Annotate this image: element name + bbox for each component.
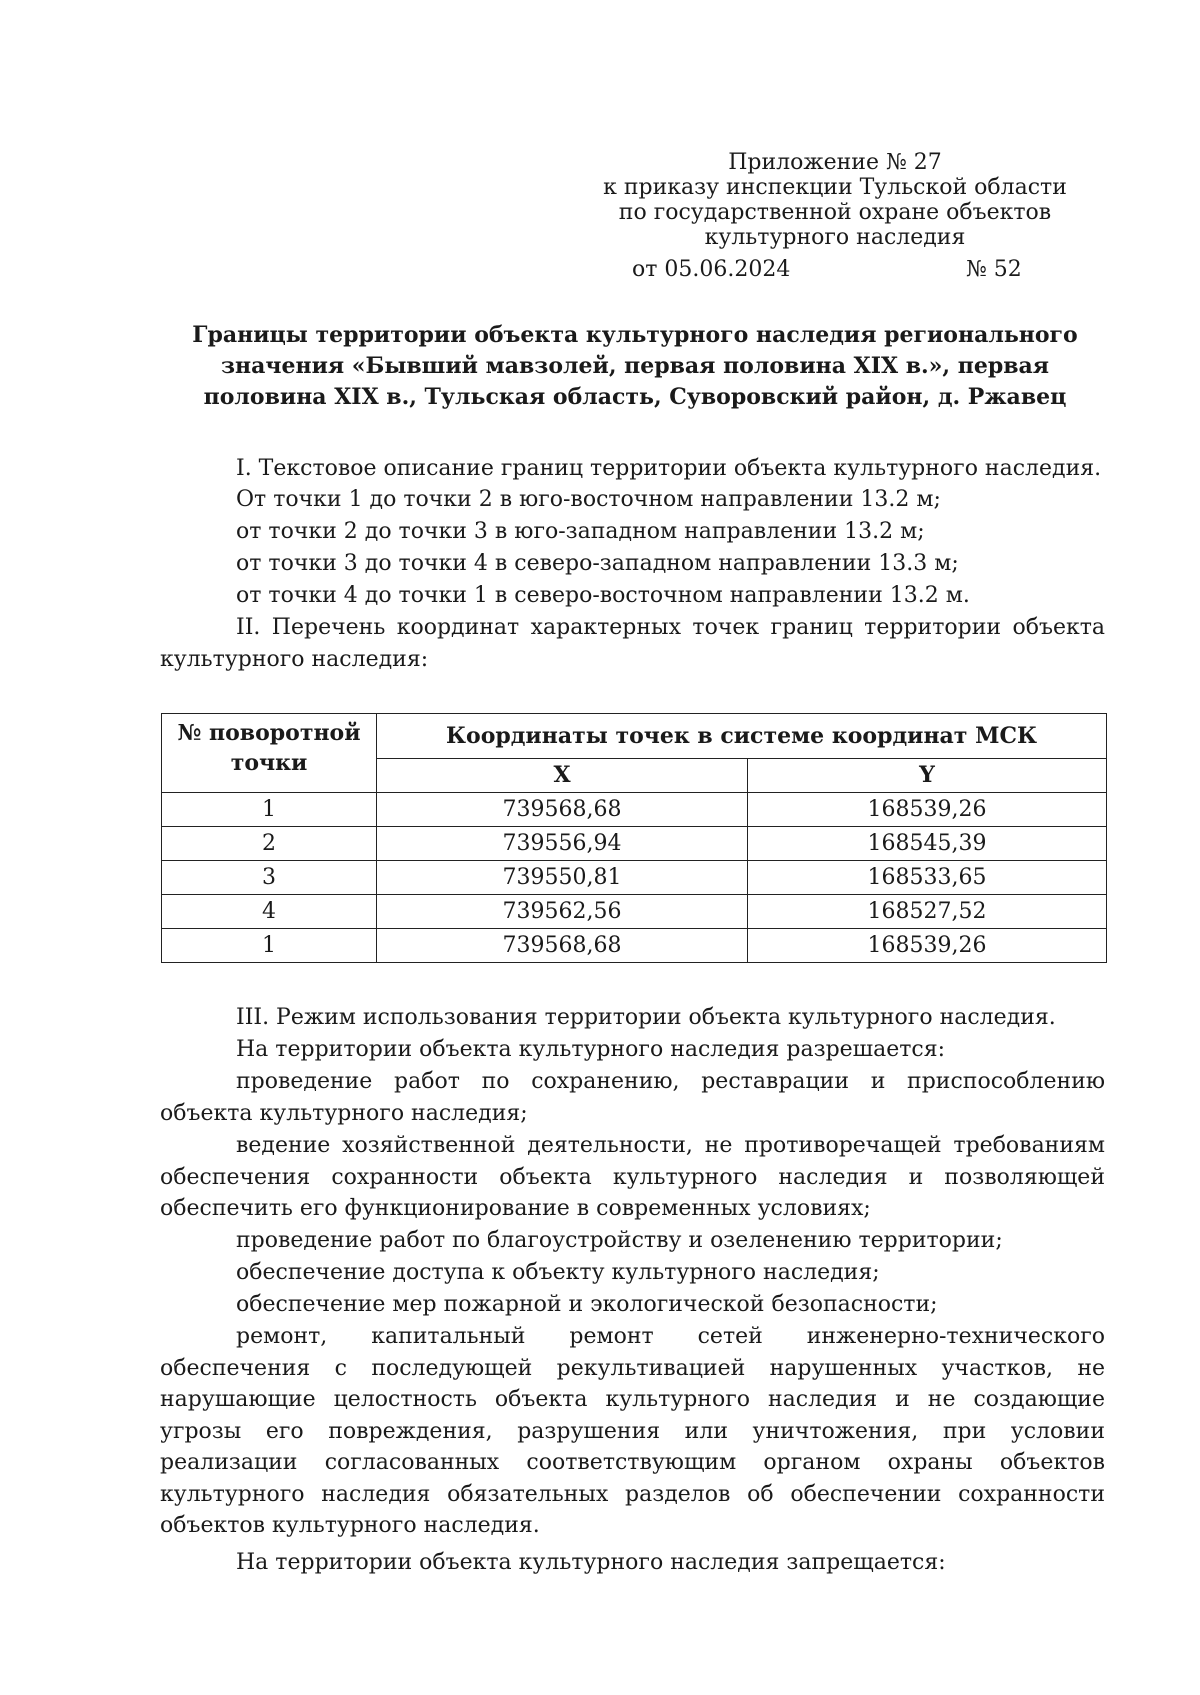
title-line: половина XIX в., Тульская область, Суворовский район, д. Ржавец <box>203 384 1067 410</box>
y-cell: 168539,26 <box>748 793 1107 827</box>
table-row <box>162 793 1107 827</box>
allowed-item: обеспечение доступа к объекту культурного наследия; <box>236 1260 880 1285</box>
table-header-row <box>162 714 1107 759</box>
y-header: Y <box>748 759 1107 793</box>
x-header: X <box>377 759 748 793</box>
y-cell: 168545,39 <box>748 827 1107 861</box>
allowed-item-line: ведение хозяйственной деятельности, не противоречащей требованиям <box>236 1133 1105 1158</box>
point-number-cell: 4 <box>162 895 377 929</box>
title-line: значения «Бывший мавзолей, первая половина XIX в.», первая <box>220 353 1050 379</box>
point-number-cell: 1 <box>162 929 377 963</box>
allowed-item-line: культурного наследия обязательных разделов об обеспечении сохранности <box>160 1481 1105 1507</box>
order-number: № 52 <box>966 257 1022 282</box>
point-number-cell: 3 <box>162 861 377 895</box>
forbidden-intro: На территории объекта культурного наследия запрещается: <box>236 1550 946 1575</box>
coordinates-header: Координаты точек в системе координат МСК <box>377 714 1107 759</box>
section2-heading <box>160 612 1105 675</box>
boundary-segment: от точки 2 до точки 3 в юго-западном направлении 13.2 м; <box>236 519 925 544</box>
x-cell: 739568,68 <box>377 793 748 827</box>
table-row <box>162 895 1107 929</box>
appendix-authority-cont: культурного наследия <box>704 225 966 250</box>
allowed-item-line: реализации согласованных соответствующим органом охраны объектов <box>160 1450 1105 1475</box>
title-line: Границы территории объекта культурного наследия регионального <box>192 322 1078 348</box>
table-row <box>162 929 1107 963</box>
appendix-order-ref: к приказу инспекции Тульской области <box>603 175 1067 200</box>
section3-heading: III. Режим использования территории объекта культурного наследия. <box>236 1005 1056 1030</box>
table-row <box>162 827 1107 861</box>
point-number-header: № поворотной точки <box>162 714 377 793</box>
appendix-number: Приложение № 27 <box>728 150 942 175</box>
boundary-segment: От точки 1 до точки 2 в юго-восточном направлении 13.2 м; <box>236 487 941 512</box>
document-title <box>170 320 1100 413</box>
x-cell: 739556,94 <box>377 827 748 861</box>
allowed-item: проведение работ по благоустройству и озеленению территории; <box>236 1228 1003 1253</box>
x-cell: 739562,56 <box>377 895 748 929</box>
allowed-intro: На территории объекта культурного наследия разрешается: <box>236 1037 946 1062</box>
table-row <box>162 861 1107 895</box>
allowed-item-line: объектов культурного наследия. <box>160 1513 540 1538</box>
section1-heading: I. Текстовое описание границ территории объекта культурного наследия. <box>236 456 1102 481</box>
allowed-item-line: объекта культурного наследия; <box>160 1100 528 1126</box>
point-number-cell: 1 <box>162 793 377 827</box>
x-cell: 739550,81 <box>377 861 748 895</box>
allowed-item-line: обеспечить его функционирование в современных условиях; <box>160 1196 871 1221</box>
x-cell: 739568,68 <box>377 929 748 963</box>
allowed-item-line: проведение работ по сохранению, реставрации и приспособлению <box>236 1069 1105 1094</box>
allowed-item: обеспечение мер пожарной и экологической безопасности; <box>236 1292 938 1317</box>
allowed-item-line: обеспечения с последующей рекультивацией нарушенных участков, не <box>160 1355 1105 1381</box>
allowed-item-line: обеспечения сохранности объекта культурного наследия и позволяющей <box>160 1164 1105 1190</box>
boundary-segment: от точки 4 до точки 1 в северо-восточном направлении 13.2 м. <box>236 583 970 608</box>
y-cell: 168527,52 <box>748 895 1107 929</box>
section2-heading-line1: II. Перечень координат характерных точек границ территории объекта <box>236 615 1105 640</box>
point-number-cell: 2 <box>162 827 377 861</box>
appendix-header <box>560 150 1110 250</box>
boundary-segment: от точки 3 до точки 4 в северо-западном направлении 13.3 м; <box>236 551 959 576</box>
allowed-item-line: угрозы его повреждения, разрушения или уничтожения, при условии <box>160 1418 1105 1444</box>
y-cell: 168533,65 <box>748 861 1107 895</box>
allowed-item <box>160 1321 1105 1542</box>
order-date: от 05.06.2024 <box>632 257 791 282</box>
allowed-item-line: нарушающие целостность объекта культурного наследия и не создающие <box>160 1387 1105 1412</box>
coordinates-table <box>161 713 1107 963</box>
y-cell: 168539,26 <box>748 929 1107 963</box>
allowed-item-line: ремонт, капитальный ремонт сетей инженерно-технического <box>236 1324 1105 1349</box>
allowed-item <box>160 1066 1105 1129</box>
allowed-item <box>160 1130 1105 1225</box>
section2-heading-line2: культурного наследия: <box>160 646 429 672</box>
appendix-authority: по государственной охране объектов <box>618 200 1052 225</box>
